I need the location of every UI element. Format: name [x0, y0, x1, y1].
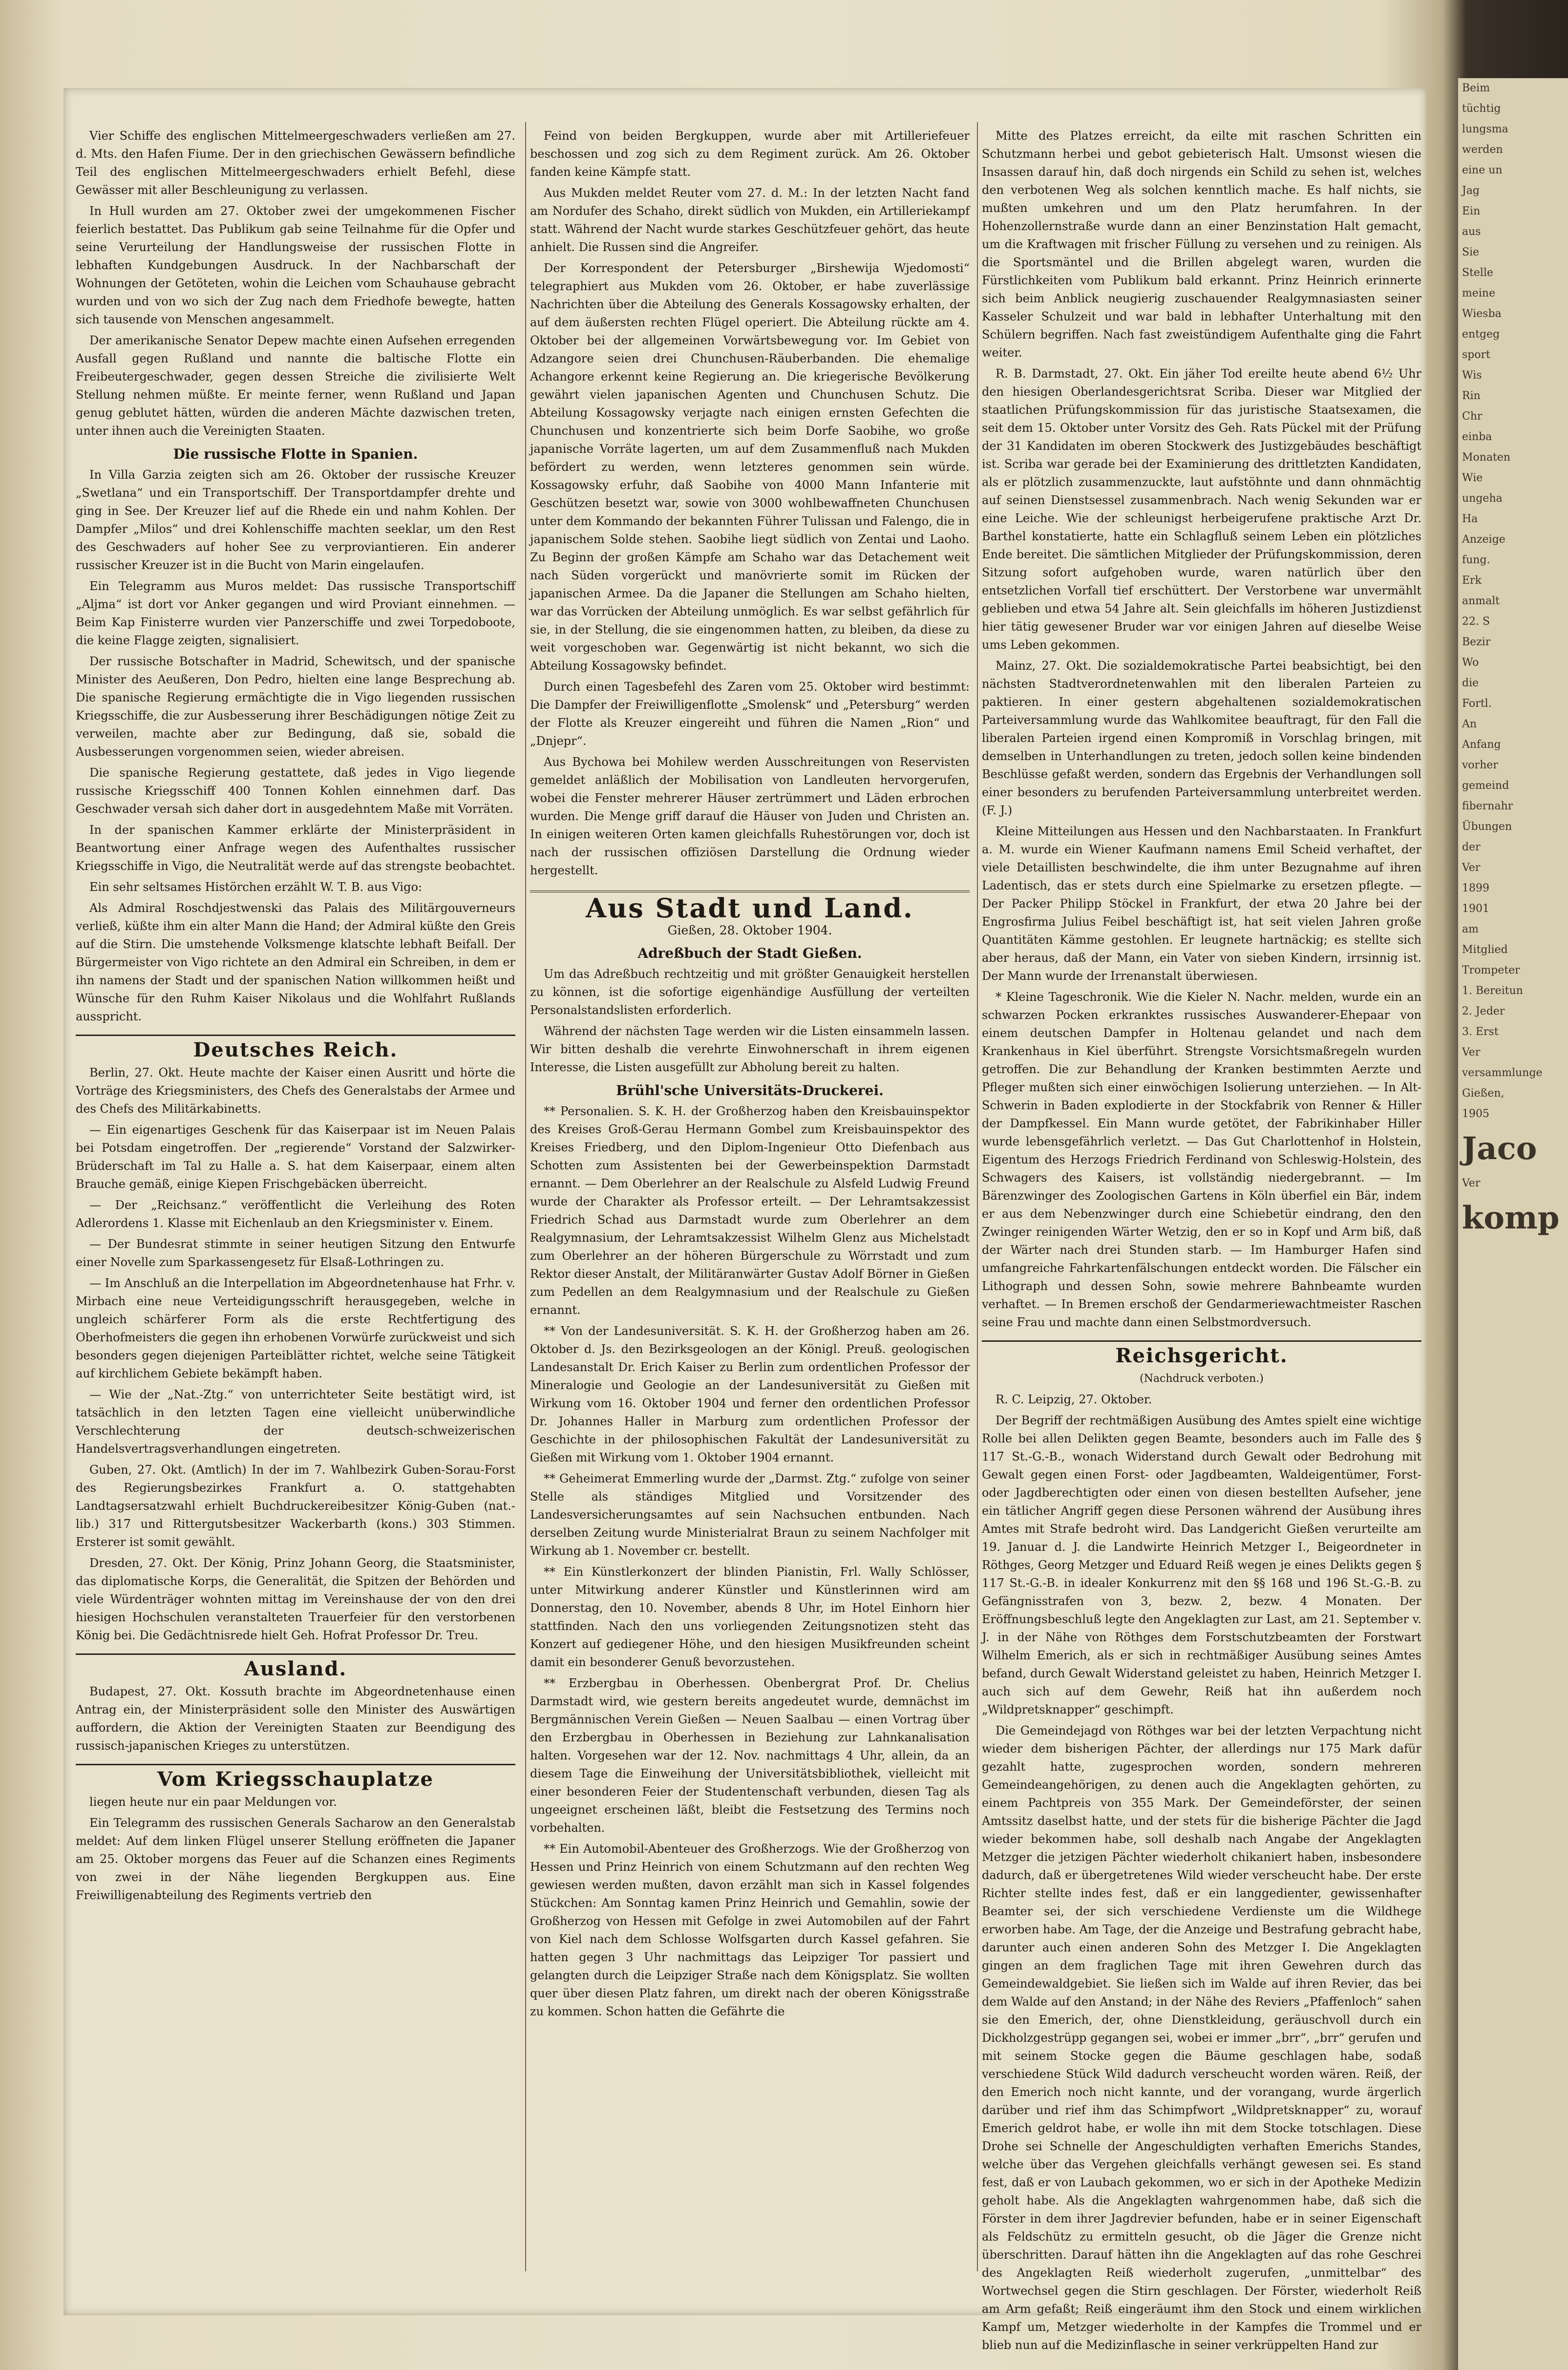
adjacent-page-fragment: Jag	[1462, 185, 1480, 197]
paragraph: Dresden, 27. Okt. Der König, Prinz Johann Georg, die Staatsminister, das diplomatische Korps, die Generalität, die Spitzen der Behörden und viele Würdenträger wohnten mittag im Vereinshause der von den drei hiesigen Hochschulen veranstalteten Trauerfeier für den verstorbenen König bei. Die Gedächtnisrede hielt Geh. Hofrat Professor Dr. Treu.	[76, 1556, 515, 1642]
adjacent-page-fragment: fibernahr	[1462, 800, 1513, 812]
adjacent-page-fragment: Chr	[1462, 410, 1483, 423]
paragraph: Feind von beiden Bergkuppen, wurde aber mit Artilleriefeuer beschossen und zog sich zu dem Regiment zurück. Am 26. Oktober fanden keine Kämpfe statt.	[530, 129, 970, 179]
section-heading: Ausland.	[76, 1653, 515, 1678]
adjacent-page-fragment: Wo	[1462, 656, 1479, 669]
paragraph: — Der „Reichsanz.“ veröffentlicht die Verleihung des Roten Adlerordens 1. Klasse mit Eichenlaub an den Kriegsminister v. Einem.	[76, 1198, 515, 1230]
adjacent-page-fragment: Ver	[1462, 1046, 1481, 1058]
paragraph: Kleine Mitteilungen aus Hessen und den Nachbarstaaten. In Frankfurt a. M. wurde ein Wiener Kaufmann namens Emil Scheid verhaftet, der viele Detaillisten beschwindelte, die ihm unter Bezugnahme auf ihren Ladentisch, das er stets durch eine Spielmarke zu ersetzen pflegte. — Der Packer Philipp Stöckel in Frankfurt, der etwa 20 Jahre bei der Engrosfirma Julius Feibel beschäftigt ist, hat seit vielen Jahren große Quantitäten Kämme gestohlen. Er leugnete hartnäckig; es stellte sich aber heraus, daß der Mann, ein Vater von sieben Kindern, irrsinnig ist. Der Mann wurde der Irrenanstalt überwiesen.	[982, 825, 1421, 983]
paragraph: * Kleine Tageschronik. Wie die Kieler N. Nachr. melden, wurde ein an schwarzen Pocken erkranktes russisches Auswanderer-Ehepaar von einem deutschen Dampfer in Holtenau gelandet und nach dem Krankenhaus in Kiel überführt. Strengste Vorsichtsmaßregeln wurden getroffen. Die zur Behandlung der Kranken bestimmten Aerzte und Pfleger mußten sich einer einwöchigen Isolierung unterziehen. — In Alt-Schwerin in Baden explodierte in der Stockfabrik von Renner & Hiller der Dampfkessel. Ein Mann wurde getötet, der Fabrikinhaber Hiller wurde lebensgefährlich verletzt. — Das Gut Charlottenhof in Holstein, Eigentum des Herzogs Friedrich Ferdinand von Schleswig-Holstein, des Schwagers des Kaisers, ist vollständig niedergebrannt. — Im Bärenzwinger des Zoologischen Gartens in Köln überfiel ein Bär, indem er aus dem Nebenzwinger durch eine Schiebetür eindrang, den den Zwinger reinigenden Wärter Wetzig, den er so in Kopf und Arm biß, daß der Wärter nach drei Stunden starb. — Im Hamburger Hafen sind umfangreiche Fahrkartenfälschungen entdeckt worden. Die Fälscher ein Lithograph und dessen Sohn, sowie mehrere Bahnbeamte wurden verhaftet. — In Bremen erschoß der Gendarmeriewachtmeister Raschen seine Frau und machte dann einen Selbstmordversuch.	[982, 990, 1421, 1329]
adjacent-page-fragment: die	[1462, 677, 1479, 689]
paragraph: In Hull wurden am 27. Oktober zwei der umgekommenen Fischer feierlich bestattet. Das Publikum gab seine Teilnahme für die Opfer und seine Verurteilung der Handlungsweise der russischen Flotte in lebhaften Kundgebungen Ausdruck. In der Nachbarschaft der Wohnungen der Getöteten, wohin die Leichen vom Schauhause gebracht wurden und von wo sich der Zug nach dem Friedhofe bewegte, hatten sich tausende von Menschen angesammelt.	[76, 204, 515, 326]
paragraph: Berlin, 27. Okt. Heute machte der Kaiser einen Ausritt und hörte die Vorträge des Kriegsministers, des Chefs des Generalstabs der Armee und des Chefs des Militärkabinetts.	[76, 1066, 515, 1116]
adjacent-page-fragment: 1905	[1462, 1108, 1489, 1120]
paragraph: Vier Schiffe des englischen Mittelmeergeschwaders verließen am 27. d. Mts. den Hafen Fiume. Der in den griechischen Gewässern befindliche Teil des englischen Mittelmeergeschwaders erhielt Befehl, diese Gewässer mit aller Beschleunigung zu verlassen.	[76, 129, 515, 197]
adjacent-page-fragment: 3. Erst	[1462, 1026, 1499, 1038]
adjacent-page-fragment: fung.	[1462, 554, 1490, 566]
paragraph: Während der nächsten Tage werden wir die Listen einsammeln lassen. Wir bitten deshalb die verehrte Einwohnerschaft in ihrem eigenen Interesse, die Listen ausgefüllt zur Abholung bereit zu halten.	[530, 1024, 970, 1074]
paragraph: R. B. Darmstadt, 27. Okt. Ein jäher Tod ereilte heute abend 6½ Uhr den hiesigen Oberlandesgerichtsrat Scriba. Dieser war Mitglied der staatlichen Prüfungskommission für das juristische Staatsexamen, die seit dem 15. Oktober unter Vorsitz des Geh. Rats Pückel mit der Prüfung der 31 Kandidaten im oberen Stockwerk des Justizgebäudes beschäftigt ist. Scriba war gerade bei der Examinierung des drittletzten Kandidaten, als er plötzlich zusammenzuckte, laut aufstöhnte und dann ohnmächtig auf seinen Dienstsessel zusammenbrach. Nach wenig Sekunden war er eine Leiche. Wie der schleunigst herbeigerufene praktische Arzt Dr. Barthel konstatierte, hatte ein Schlagfluß seinem Leben ein plötzliches Ende bereitet. Die sämtlichen Mitglieder der Prüfungskommission, deren Sitzung sofort aufgehoben wurde, waren natürlich über den entsetzlichen Vorfall tief erschüttert. Der Verstorbene war unvermählt geblieben und etwa 54 Jahre alt. Sein gleichfalls im höheren Justizdienst hier tätig gewesener Bruder war vor einigen Jahren auf dieselbe Weise ums Leben gekommen.	[982, 367, 1421, 652]
paragraph: ** Personalien. S. K. H. der Großherzog haben den Kreisbauinspektor des Kreises Groß-Gerau Hermann Gombel zum Kreisbauinspektor des Kreises Friedberg, und den Diplom-Ingenieur Otto Diefenbach aus Schotten zum Assistenten bei der Gewerbeinspektion Darmstadt ernannt. — Dem Oberlehrer an der Realschule zu Alsfeld Ludwig Freund wurde der Charakter als Professor erteilt. — Der Lehramtsakzessist Friedrich Schad aus Darmstadt wurde zum Oberlehrer an dem Realgymnasium, der Lehramtsakzessist Wilhelm Glenz aus Michelstadt zum Oberlehrer an der höheren Bürgerschule zu Wörrstadt und zum Rektor dieser Anstalt, der Militäranwärter Gustav Adolf Börner in Gießen zum Pedellen an dem Realgymnasium und der Realschule zu Gießen ernannt.	[530, 1104, 970, 1317]
paragraph: Als Admiral Roschdjestwenski das Palais des Militärgouverneurs verließ, küßte ihm ein alter Mann die Hand; der Admiral küßte den Greis auf die Stirn. Die umstehende Volksmenge klatschte lebhaft Beifall. Der Bürgermeister von Vigo richtete an den Admiral ein Schreiben, in dem er ihn namens der Stadt und der spanischen Nation willkommen heißt und Wünsche für den Ruhm Kaiser Nikolaus und die Wohlfahrt Rußlands ausspricht.	[76, 901, 515, 1023]
adjacent-page-fragment: sport	[1462, 349, 1490, 361]
paragraph: Die Gemeindejagd von Röthges war bei der letzten Verpachtung nicht wieder dem bisherigen Pächter, der allerdings nur 175 Mark dafür gezahlt hatte, zugesprochen worden, sondern mehreren Gemeindeangehörigen, zu denen auch die Angeklagten gehörten, zu einem Pachtpreis von 355 Mark. Der Gemeindeförster, der seinen Amtssitz daselbst hatte, und der stets für die bisherige Pächter die Jagd wieder bekommen habe, soll deshalb nach Angabe der Angeklagten Metzger die jetzigen Pächter wiederholt chikaniert haben, insbesondere dadurch, daß er übergetretenes Wild wieder verscheucht habe. Der erste Richter stellte indes fest, daß er ein langgedienter, gewissenhafter Beamter sei, der sich verschiedene Verdienste um die Wildhege erworben habe. Am Tage, der die Anzeige und Bestrafung gebracht habe, darunter auch einen anderen Sohn des Metzger I. Die Angeklagten gingen an dem fraglichen Tage mit ihren Gewehren durch das Gemeindewaldgebiet. Sie ließen sich im Walde auf ihren Revier, das bei dem Walde auf den Anstand; in der Nähe des Reviers „Pfaffenloch“ sahen sie den Emerich, der, ohne Dienstkleidung, geräuschvoll durch ein Dickholzgestrüpp gegangen sei, wobei er immer „brr“, „brr“ gerufen und mit seinem Stocke gegen die Bäume geschlagen habe, sodaß verschiedene Stück Wild dadurch verscheucht worden wären. Reiß, der den Emerich noch nicht kannte, und der vorangang, wurde ärgerlich darüber und rief ihm das Schimpfwort „Wildpretsknapper“ zu, worauf Emerich geldrot habe, er wolle ihn mit dem Stocke totschlagen. Diese Drohe sei Schnelle der Angeschuldigten verhaften Emerichs Standes, welche über das Vergehen gleichfalls verhängt gewesen sei. Es stand fest, daß er von Laubach gekommen, wo er sich in der Apotheke Medizin geholt habe. Als die Angeklagten wahrgenommen habe, daß sich die Förster in dem ihrer Jagdrevier befunden, habe er in seiner Eigenschaft als Feldschütz zu ermitteln gesucht, ob die Jäger die Grenze nicht überschritten. Darauf hätten ihn die Angeklagten auf das rohe Geschrei des Angeklagten Reiß wiederholt zugerufen, „unmittelbar“ des Wortwechsel gegen die Stirn geschlagen. Der Förster, wiederholt Reiß am Arm gefaßt; Reiß eingeräumt ihm den Stock und einem wirklichen Kampf um, Metzger wiederholte in der Kampfes die Trommel und er blieb nun auf die Medizinflasche in seiner verkrüppelten Hand zur	[982, 1724, 1421, 2352]
adjacent-page-fragment: Rin	[1462, 390, 1481, 402]
paragraph: ** Ein Automobil-Abenteuer des Großherzogs. Wie der Großherzog von Hessen und Prinz Heinrich von einem Schutzmann auf den rechten Weg gewiesen werden mußten, davon erzählt man sich in Kassel folgendes Stückchen: Am Sonntag kamen Prinz Heinrich und Gemahlin, sowie der Großherzog von Hessen mit Gefolge in zwei Automobilen auf der Fahrt von Kiel nach dem Schlosse Wolfsgarten durch Kassel gefahren. Sie hatten gegen 3 Uhr nachmittags das Leipziger Tor passiert und gelangten durch die Leipziger Straße nach dem Königsplatz. Sie wollten quer über diesen Platz fahren, um direkt nach der oberen Königsstraße zu kommen. Schon hatten die Gefährte die	[530, 1842, 970, 2018]
paragraph: Ein Telegramm aus Muros meldet: Das russische Transportschiff „Aljma“ ist dort vor Anker gegangen und wird Proviant einnehmen. — Beim Kap Finisterre wurden vier Panzerschiffe und zwei Torpedoboote, die keine Flagge zeigten, signalisiert.	[76, 579, 515, 647]
adjacent-page-fragment: tüchtig	[1462, 103, 1501, 115]
adjacent-page-fragment: Ha	[1462, 513, 1478, 525]
adjacent-page-fragment: 1901	[1462, 903, 1489, 915]
section-heading: Vom Kriegsschauplatze	[76, 1764, 515, 1788]
paragraph: Ein sehr seltsames Histörchen erzählt W. T. B. aus Vigo:	[89, 880, 422, 894]
column-rule	[525, 122, 526, 2271]
paragraph: Die spanische Regierung gestattete, daß jedes in Vigo liegende russische Kriegsschiff 400 Tonnen Kohlen einnehmen darf. Das Geschwader versah sich daher dort in ausgedehntem Maße mit Vorräten.	[76, 766, 515, 816]
adjacent-page-fragment: Bezir	[1462, 636, 1491, 648]
column-2	[530, 127, 970, 2266]
paragraph: ** Von der Landesuniversität. S. K. H. der Großherzog haben am 26. Oktober d. Js. den Bezirksgeologen an der Königl. Preuß. geologischen Landesanstalt Dr. Erich Kaiser zu Berlin zum ordentlichen Professor der Mineralogie und Geologie an der Landesuniversität zu Gießen mit Wirkung vom 16. Oktober 1904 und ferner den ordentlichen Professor Dr. Johannes Haller in Marburg zum ordentlichen Professor der Geschichte in der philosophischen Fakultät der Landesuniversität zu Gießen mit Wirkung vom 1. Oktober 1904 ernannt.	[530, 1324, 970, 1464]
paragraph: Mainz, 27. Okt. Die sozialdemokratische Partei beabsichtigt, bei den nächsten Stadtverordnetenwahlen mit den liberalen Parteien zu paktieren. In einer gestern abgehaltenen sozialdemokratischen Parteiversammlung wurde das Wahlkomitee beauftragt, für den Fall die liberalen Parteien irgend einen Kompromiß in Vorschlag bringen, mit demselben in Unterhandlungen zu treten, jedoch sollen keine bindenden Beschlüsse gefaßt werden, sondern das Ergebnis der Verhandlungen soll einer besonders zu berufenden Parteiversammlung unterbreitet werden. (F. J.)	[982, 659, 1421, 817]
paragraph: ** Geheimerat Emmerling wurde der „Darmst. Ztg.“ zufolge von seiner Stelle als ständiges Mitglied und Vorsitzender des Landesversicherungsamtes auf sein Nachsuchen entbunden. Nach derselben Zeitung wurde Ministerialrat Braun zu seinem Nachfolger mit Wirkung ab 1. November cr. bestellt.	[530, 1472, 970, 1558]
paragraph: — Ein eigenartiges Geschenk für das Kaiserpaar ist im Neuen Palais bei Potsdam eingetroffen. Der „regierende“ Vorstand der Salzwirker-Brüderschaft im Tal zu Halle a. S. hat dem Kaiserpaar, einem alten Brauche gemäß, einige Kiepen Frischgebäcken überreicht.	[76, 1123, 515, 1191]
adjacent-page-fragment: gemeind	[1462, 780, 1509, 792]
paragraph: — Der Bundesrat stimmte in seiner heutigen Sitzung den Entwurfe einer Novelle zum Sparkassengesetz für Elsaß-Lothringen zu.	[76, 1237, 515, 1269]
adjacent-page-fragment: einba	[1462, 431, 1492, 443]
adjacent-page-fragment: 2. Jeder	[1462, 1005, 1505, 1017]
paragraph: Der Begriff der rechtmäßigen Ausübung des Amtes spielt eine wichtige Rolle bei allen Delikten gegen Beamte, besonders auch im Falle des § 117 St.-G.-B., wonach Widerstand durch Gewalt oder Bedrohung mit Gewalt gegen einen Forst- oder Jagdbeamten, Waldeigentümer, Forst- oder Jagdberechtigten oder einen von diesen bestellten Aufseher, jene ein tätlicher Angriff gegen diese Personen während der Ausübung ihres Amtes mit Strafe bedroht wird. Das Landgericht Gießen verurteilte am 19. Januar d. J. die Landwirte Heinrich Metzger I., Beigeordneter in Röthges, Georg Metzger und Eduard Reiß wegen je eines Delikts gegen § 117 St.-G.-B. in idealer Konkurrenz mit den §§ 168 und 196 St.-G.-B. zu Gefängnisstrafen von 3, bezw. 2, bezw. 4 Monaten. Der Eröffnungsbeschluß legte den Angeklagten zur Last, am 21. September v. J. in der Nähe von Röthges dem Forstschutzbeamten der Forstwart Wilhelm Emerich, als er sich in rechtmäßiger Ausübung seines Amtes befand, durch Gewalt Widerstand geleistet zu haben, Heinrich Metzger I. auch sich auf dem Gewehr, Reiß hat ihn außerdem noch „Wildpretsknapper“ geschimpft.	[982, 1414, 1421, 1716]
newspaper-page	[64, 88, 1426, 2352]
dateline: Gießen, 28. Oktober 1904.	[667, 923, 832, 937]
paragraph: ** Ein Künstlerkonzert der blinden Pianistin, Frl. Wally Schlösser, unter Mitwirkung anderer Künstler und Künstlerinnen wird am Donnerstag, den 10. November, abends 8 Uhr, im Hotel Einhorn hier stattfinden. Nach den uns vorliegenden Zeitungsnotizen steht das Konzert auf gediegener Höhe, und den hiesigen Musikfreunden scheint damit ein besonderer Genuß bevorzustehen.	[530, 1565, 970, 1669]
adjacent-page-fragment: Monaten	[1462, 451, 1511, 464]
column-3	[982, 127, 1421, 2352]
paragraph: liegen heute nur ein paar Meldungen vor.	[89, 1795, 337, 1809]
article-heading: Adreßbuch der Stadt Gießen.	[637, 945, 862, 961]
adjacent-page-fragment: Erk	[1462, 574, 1482, 587]
adjacent-page-fragment: Ein	[1462, 205, 1481, 217]
adjacent-page-fragment: entgeg	[1462, 328, 1500, 340]
paragraph: Der russische Botschafter in Madrid, Schewitsch, und der spanische Minister des Aeußeren, Don Pedro, hielten eine lange Besprechung ab. Die spanische Regierung ermächtigte die in Vigo liegenden russischen Kriegsschiffe, die zur Ausbesserung ihrer Beschädigungen nötige Zeit zu verweilen, machte aber zur Bedingung, daß sie, sobald die Ausbesserungen vorgenommen seien, wieder abreisen.	[76, 655, 515, 759]
adjacent-page-fragment: 22. S	[1462, 615, 1490, 628]
adjacent-page-fragment: komp	[1462, 1200, 1560, 1236]
section-heading: Deutsches Reich.	[76, 1035, 515, 1059]
column-rule	[977, 122, 978, 2271]
adjacent-page-fragment: am	[1462, 923, 1479, 935]
paragraph: In Villa Garzia zeigten sich am 26. Oktober der russische Kreuzer „Swetlana“ und ein Transportschiff. Der Transportdampfer drehte und ging in See. Der Kreuzer lief auf die Rhede ein und nahm Kohlen. Der Dampfer „Milos“ und drei Kohlenschiffe machten seeklar, um den Rest des Geschwaders auf hoher See zu verproviantieren. Ein anderer russischer Kreuzer ist in die Bucht von Marin eingelaufen.	[76, 468, 515, 572]
paragraph: Mitte des Platzes erreicht, da eilte mit raschen Schritten ein Schutzmann herbei und gebot gebieterisch Halt. Umsonst wiesen die Insassen darauf hin, daß doch nirgends ein Schild zu sehen ist, welches den verbotenen Weg als solchen kenntlich mache. Es half nichts, sie mußten umkehren und um den Platz herumfahren. In der Hohenzollernstraße wurde dann an einer Benzinstation Halt gemacht, um die Kraftwagen mit frischer Füllung zu versehen und zu reinigen. Als die Sportsmäntel und die Brillen abgelegt waren, wurden die Fürstlichkeiten vom Publikum bald erkannt. Prinz Heinrich erinnerte sich beim Anblick neugierig zuschauender Realgymnasiasten seiner Kasseler Schulzeit und war bald in lebhafter Unterhaltung mit den Schülern begriffen. Nach fast zweistündigem Aufenthalte ging die Fahrt weiter.	[982, 129, 1421, 360]
adjacent-page-fragment: Beim	[1462, 82, 1490, 94]
adjacent-page-fragment: eine un	[1462, 164, 1503, 176]
adjacent-page-fragment: Sie	[1462, 246, 1480, 258]
adjacent-page-fragment: lungsma	[1462, 123, 1508, 135]
adjacent-page-fragment: 1. Bereitun	[1462, 985, 1523, 997]
column-1	[76, 127, 515, 2266]
paragraph: Der amerikanische Senator Depew machte einen Aufsehen erregenden Ausfall gegen Rußland und nannte die baltische Flotte ein Freibeutergeschwader, gegen dessen Streiche die zivilisierte Welt Stellung nehmen müßte. Er meinte ferner, wenn Rußland und Japan genug geblutet hätten, würden die anderen Mächte dazwischen treten, unter ihnen auch die Vereinigten Staaten.	[76, 334, 515, 438]
paragraph: R. C. Leipzig, 27. Oktober.	[996, 1393, 1152, 1406]
paragraph: Um das Adreßbuch rechtzeitig und mit größter Genauigkeit herstellen zu können, ist die sofortige eigenhändige Ausfüllung der verteilten Personalstandslisten erforderlich.	[530, 967, 970, 1017]
adjacent-page-fragment: werden	[1462, 144, 1503, 156]
adjacent-page-edge	[1458, 78, 1568, 2370]
adjacent-page-fragment: Übungen	[1462, 821, 1512, 833]
adjacent-page-fragment: Wie	[1462, 472, 1483, 484]
adjacent-page-fragment: Gießen,	[1462, 1087, 1504, 1100]
signature: Brühl'sche Universitäts-Druckerei.	[616, 1082, 884, 1099]
adjacent-page-fragment: Anfang	[1462, 739, 1501, 751]
adjacent-page-fragment: ungeha	[1462, 492, 1503, 505]
adjacent-page-fragment: vorher	[1462, 759, 1498, 771]
section-heading: Reichsgericht.	[982, 1340, 1421, 1365]
adjacent-page-fragment: An	[1462, 718, 1477, 730]
paragraph: — Im Anschluß an die Interpellation im Abgeordnetenhause hat Frhr. v. Mirbach eine neue Verteidigungsschrift herausgegeben, welche in ungleich schärferer Form als die erste Rechtfertigung des Oberhofmeisters die gegen ihn erhobenen Vorwürfe zurückweist und sich besonders gegen diejenigen Parteiblätter richtet, welche seine Tätigkeit auf kirchlichem Gebiete bekämpft haben.	[76, 1276, 515, 1380]
adjacent-page-fragment: Wis	[1462, 369, 1482, 381]
adjacent-page-fragment: anmalt	[1462, 595, 1500, 607]
paragraph: In der spanischen Kammer erklärte der Ministerpräsident in Beantwortung einer Anfrage wegen des Aufenthaltes russischer Kriegsschiffe in Vigo, die Neutralität werde auf das strengste beobachtet.	[76, 823, 515, 873]
adjacent-page-fragment: Ver	[1462, 862, 1481, 874]
adjacent-page-fragment: versammlunge	[1462, 1067, 1543, 1079]
adjacent-page-fragment: Mitglied	[1462, 944, 1508, 956]
adjacent-page-fragment: meine	[1462, 287, 1496, 299]
paragraph: Aus Bychowa bei Mohilew werden Ausschreitungen von Reservisten gemeldet anläßlich der Mobilisation von Landleuten hervorgerufen, wobei die Fenster mehrerer Häuser zertrümmert und Läden erbrochen wurden. Die Menge griff darauf die Häuser von Juden und Christen an. In einigen weiteren Orten kamen gleichfalls Ruhestörungen vor, doch ist nach der russischen offiziösen Darstellung die Ordnung wieder hergestellt.	[530, 755, 970, 877]
adjacent-page-fragment: Trompeter	[1462, 964, 1520, 976]
paragraph: ** Erzbergbau in Oberhessen. Obenbergrat Prof. Dr. Chelius Darmstadt wird, wie gestern bereits angedeutet wurde, demnächst im Bergmännischen Verein Gießen — Neuen Saalbau — einen Vortrag über den Erzbergbau in Oberhessen in Beziehung zur Lahnkanalisation halten. Vorgesehen war der 12. Nov. nachmittags 4 Uhr, allein, da an diesem Tage die Einweihung der Universitätsbibliothek, vielleicht mit einer besonderen Feier der Studentenschaft verbunden, diesen Tag als ungeeignet erscheinen läßt, bleibt die Festsetzung des Termins noch vorbehalten.	[530, 1676, 970, 1835]
adjacent-page-fragment: Anzeige	[1462, 533, 1505, 546]
paragraph: Aus Mukden meldet Reuter vom 27. d. M.: In der letzten Nacht fand am Nordufer des Schaho, direkt südlich von Mukden, ein Artilleriekampf statt. Während der Nacht wurde starkes Geschützfeuer gehört, das heute anhielt. Die Russen sind die Angreifer.	[530, 186, 970, 254]
adjacent-page-fragment: Jaco	[1462, 1130, 1537, 1167]
section-heading-local-news: Aus Stadt und Land.	[530, 890, 970, 917]
adjacent-page-fragment: Wiesba	[1462, 308, 1502, 320]
reprint-note: (Nachdruck verboten.)	[1140, 1373, 1264, 1385]
paragraph: Ein Telegramm des russischen Generals Sacharow an den Generalstab meldet: Auf dem linken Flügel unserer Stellung eröffneten die Japaner am 25. Oktober morgens das Feuer auf die Schanzen eines Regiments von zwei in der Nähe liegenden Bergkuppen aus. Eine Freiwilligenabteilung des Regiments vertrieb den	[76, 1816, 515, 1902]
adjacent-page-fragment: Fortl.	[1462, 698, 1492, 710]
adjacent-page-fragment: 1899	[1462, 882, 1489, 894]
article-heading: Die russische Flotte in Spanien.	[173, 446, 418, 462]
paragraph: Budapest, 27. Okt. Kossuth brachte im Abgeordnetenhause einen Antrag ein, der Ministerpräsident solle den Minister des Auswärtigen auffordern, die Aktion der Vereinigten Staaten zur Beendigung des russisch-japanischen Krieges zu unterstützen.	[76, 1685, 515, 1753]
paragraph: Der Korrespondent der Petersburger „Birshewija Wjedomosti“ telegraphiert aus Mukden vom 26. Oktober, er habe zuverlässige Nachrichten über die Abteilung des Generals Kossagowsky erhalten, der auf dem äußersten rechten Flügel operiert. Die Abteilung rückte am 4. Oktober bei der allgemeinen Vorwärtsbewegung vor. Im Gebiet von Adzangore seien drei Chunchusen-Räuberbanden. Die ehemalige Achangore erkennt keine Regierung an. Die kriegerische Bevölkerung gewährt vielen japanischen Agenten und Chunchusen Schutz. Die Abteilung Kossagowsky verjagte nach einigen ernsten Gefechten die Chunchusen und konzentrierte sich beim Dorfe Saobihe, wo große japanische Vorräte lagerten, um auf dem Zusammenfluß nach Mukden befördert zu werden, wenn letzteres genommen sein würde. Kossagowsky erfuhr, daß Saobihe von 4000 Mann Infanterie mit Geschützen besetzt war, sowie von 3000 wohlbewaffneten Chunchusen unter dem Kommando der bekannten Führer Tulissan und Falengo, die in japanischem Solde stehen. Saobihe liegt südlich von Zentai und Laoho. Zu Beginn der großen Kämpfe am Schaho war das Detachement weit nach Süden vorgerückt und manövrierte somit im Rücken der japanischen Armee. Da die Japaner die Stellungen am Schaho hielten, war das Vorrücken der Abteilung unmöglich. Es war selbst gefährlich für sie, in der Stellung, die sie eingenommen hatten, zu bleiben, da diese zu weit vorgeschoben war. Gegenwärtig ist nicht bekannt, wo sich die Abteilung Kossagowsky befindet.	[530, 261, 970, 673]
paragraph: — Wie der „Nat.-Ztg.“ von unterrichteter Seite bestätigt wird, ist tatsächlich in den letzten Tagen eine vielleicht unüberwindliche Verschlechterung der deutsch-schweizerischen Handelsvertragsverhandlungen eingetreten.	[76, 1388, 515, 1456]
paragraph: Durch einen Tagesbefehl des Zaren vom 25. Oktober wird bestimmt: Die Dampfer der Freiwilligenflotte „Smolensk“ und „Petersburg“ werden der Flotte als Kreuzer eingereiht und führen die Namen „Rion“ und „Dnjepr“.	[530, 680, 970, 748]
adjacent-page-fragment: aus	[1462, 226, 1481, 238]
paragraph: Guben, 27. Okt. (Amtlich) In der im 7. Wahlbezirk Guben-Sorau-Forst des Regierungsbezirkes Frankfurt a. O. stattgehabten Landtagsersatzwahl erhielt Buchdruckereibesitzer König-Guben (nat.-lib.) 317 und Rittergutsbesitzer Wackerbarth (kons.) 303 Stimmen. Ersterer ist somit gewählt.	[76, 1463, 515, 1549]
adjacent-page-fragment: der	[1462, 841, 1481, 853]
adjacent-page-fragment: Ver	[1462, 1177, 1481, 1189]
adjacent-page-fragment: Stelle	[1462, 267, 1494, 279]
